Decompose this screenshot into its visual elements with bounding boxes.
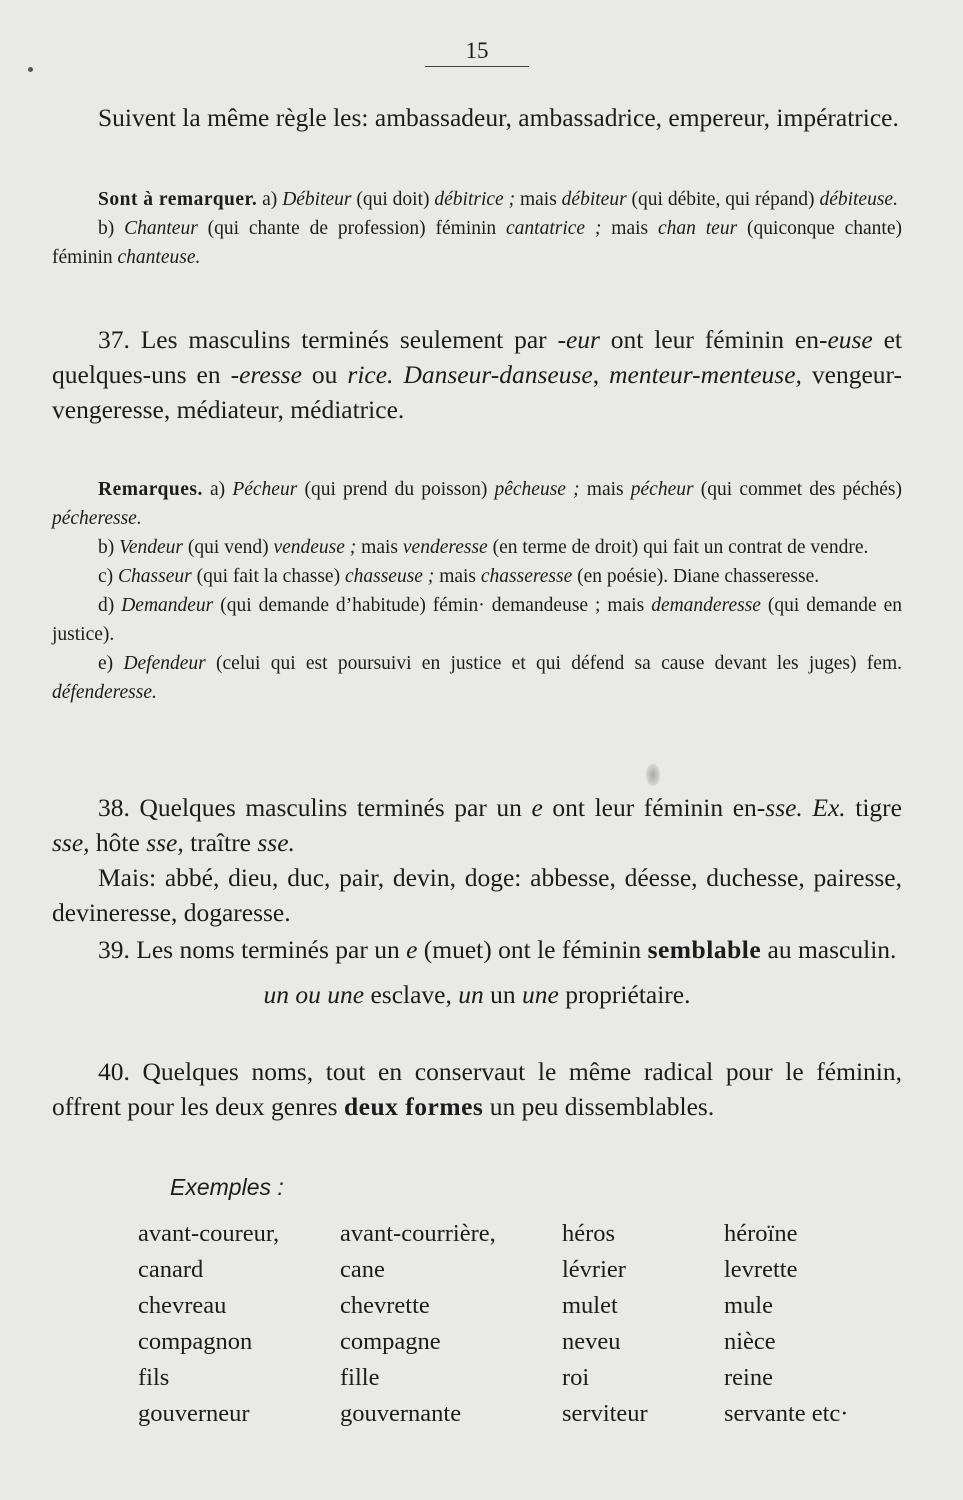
text [803,793,813,822]
masculine-form: neveu [562,1328,621,1355]
sont-a-remarquer-a [52,185,902,214]
suffix: sse, [146,828,184,857]
feminine-form: compagne [340,1328,441,1355]
letter: e [406,935,418,964]
text: (qui prend du poisson) [297,479,495,500]
term: pêcheuse ; [494,479,580,500]
examples-table [138,1216,914,1432]
suffix: -eur [557,325,600,354]
emphasis: semblable [647,935,762,964]
para-39-text [52,932,902,967]
table-row [138,1324,914,1360]
masculine-form: serviteur [562,1400,648,1427]
term: Demandeur [121,595,214,616]
text: 39. Les noms terminés par un [98,935,407,964]
text: ou [301,360,348,389]
label-b: b) [98,537,120,558]
table-row [138,1360,914,1396]
masculine-form: roi [562,1364,590,1391]
text: esclave, [364,980,459,1009]
text: mais [579,479,631,500]
text: 38. Quelques masculins terminés par un [98,793,532,822]
suffix: -eresse [230,360,302,389]
letter: e [531,793,543,822]
emphasis: deux formes [343,1092,484,1121]
feminine-form: servante etc· [724,1400,849,1427]
masculine-form: mulet [562,1292,618,1319]
term: pécheresse. [52,508,142,529]
feminine-form: cane [340,1256,385,1283]
suffix: euse [827,325,873,354]
term: Débiteur [282,189,352,210]
feminine-form: levrette [724,1256,798,1283]
table-row [138,1288,914,1324]
para-37-text [52,322,902,427]
text: (en terme de droit) qui fait un contrat de vendre. [487,537,869,558]
article: un ou une [263,980,365,1009]
masculine-form: chevreau [138,1292,227,1319]
table-row [138,1252,914,1288]
text: ont leur féminin en- [599,325,828,354]
term: chan teur [657,218,738,239]
example: menteur-menteuse, [609,360,802,389]
remarque-d [52,591,902,649]
term: débitrice ; [434,189,516,210]
term: chasseresse [480,566,573,587]
masculine-form: gouverneur [138,1400,250,1427]
para-37 [52,322,902,427]
text: mais [356,537,403,558]
example: Danseur-danseuse [403,360,593,389]
text: un peu dissemblables. [483,1092,715,1121]
term: vendeuse ; [273,537,357,558]
feminine-form: avant-courrière, [340,1220,496,1247]
para-39 [52,932,902,1012]
term: Pécheur [232,479,298,500]
masculine-form: fils [138,1364,170,1391]
masculine-form: avant-coureur, [138,1220,280,1247]
para-suivent [52,100,902,135]
text: un [483,980,522,1009]
para-40-text [52,1054,902,1124]
text: tigre [845,793,902,822]
text: (qui chante de profession) féminin [197,218,507,239]
text: (muet) ont le féminin [417,935,648,964]
text: ont leur féminin en- [542,793,766,822]
remarque-c [52,562,902,591]
label-c: c) [98,566,119,587]
suffix: sse, [52,828,90,857]
page-number: 15 [425,38,529,67]
text: (qui débite, qui répand) [626,189,820,210]
term: pécheur [630,479,694,500]
text [393,360,403,389]
term: chasseuse ; [344,566,435,587]
remarque-e [52,649,902,707]
sont-a-remarquer-heading: Sont à remarquer. [98,189,258,210]
feminine-form: gouvernante [340,1400,462,1427]
term: cantatrice ; [506,218,602,239]
article: une [521,980,559,1009]
text: 40. Quelques noms, tout en conservaut le même radical pour le féminin, offrent pour les deux genres [52,1057,902,1121]
term: Chasseur [118,566,192,587]
text: (celui qui est poursuivi en justice et qui défend sa cause devant les juges) fem. [205,653,902,674]
remarque-a [52,475,902,533]
text: (qui vend) [183,537,274,558]
masculine-form: lévrier [562,1256,626,1283]
label-a: a) [257,189,283,210]
text: traître [183,828,258,857]
text: hôte [89,828,147,857]
examples-title: Exemples : [170,1174,284,1200]
ex-label: Ex. [812,793,846,822]
text: mais [434,566,481,587]
table-row [138,1216,914,1252]
speck [28,67,33,72]
term: débiteuse. [819,189,898,210]
remarques [52,475,902,707]
suffix: sse. [257,828,295,857]
sont-a-remarquer [52,185,902,272]
text: (qui demande en justice). [52,595,902,645]
text: (qui demande d’habitude) fémin· demandeuse ; mais [213,595,652,616]
term: demanderesse [651,595,761,616]
text: vengeur-vengeresse, médiateur, médiatrice. [52,360,903,424]
remarques-heading: Remarques. [98,479,203,500]
para-38-mais: Mais: abbé, dieu, duc, pair, devin, doge: abbesse, déesse, duchesse, pairesse, devineresse, dogaresse. [52,863,902,927]
term: débiteur [561,189,627,210]
remarque-b [52,533,902,562]
term: Defendeur [123,653,206,674]
text: au masculin. [761,935,897,964]
label-a: a) [202,479,233,500]
para-suivent-text: Suivent la même règle les: ambassadeur, ambassadrice, empereur, impératrice. [98,103,899,132]
label-e: e) [98,653,124,674]
label-d: d) [98,595,122,616]
suffix: sse. [765,793,803,822]
article: un [458,980,484,1009]
text: mais [515,189,562,210]
feminine-form: nièce [724,1328,776,1355]
masculine-form: canard [138,1256,204,1283]
text: mais [601,218,658,239]
para-38-text [52,790,902,860]
table-row [138,1396,914,1432]
term: défenderesse. [52,682,157,703]
text: (qui commet des péchés) [693,479,903,500]
ink-smudge [646,764,660,786]
text: 37. Les masculins terminés seulement par [98,325,558,354]
term: Chanteur [124,218,198,239]
text: (qui doit) [351,189,435,210]
feminine-form: mule [724,1292,773,1319]
text: (en poésie). Diane chasseresse. [572,566,820,587]
para-38 [52,790,902,930]
feminine-form: héroïne [724,1220,798,1247]
feminine-form: chevrette [340,1292,430,1319]
masculine-form: héros [562,1220,616,1247]
term: venderesse [402,537,488,558]
text: propriétaire. [558,980,691,1009]
term: Vendeur [119,537,184,558]
para-40 [52,1054,902,1124]
term: chanteuse. [117,247,201,268]
text: , [592,360,610,389]
suffix: rice. [347,360,394,389]
text: (qui fait la chasse) [191,566,345,587]
sont-a-remarquer-b [52,214,902,272]
masculine-form: compagnon [138,1328,253,1355]
para-39-example [52,977,902,1012]
feminine-form: reine [724,1364,773,1391]
feminine-form: fille [340,1364,380,1391]
text: et quelques-uns en [52,325,902,389]
label-b: b) [98,218,125,239]
text: (quiconque chante) féminin [52,218,902,268]
